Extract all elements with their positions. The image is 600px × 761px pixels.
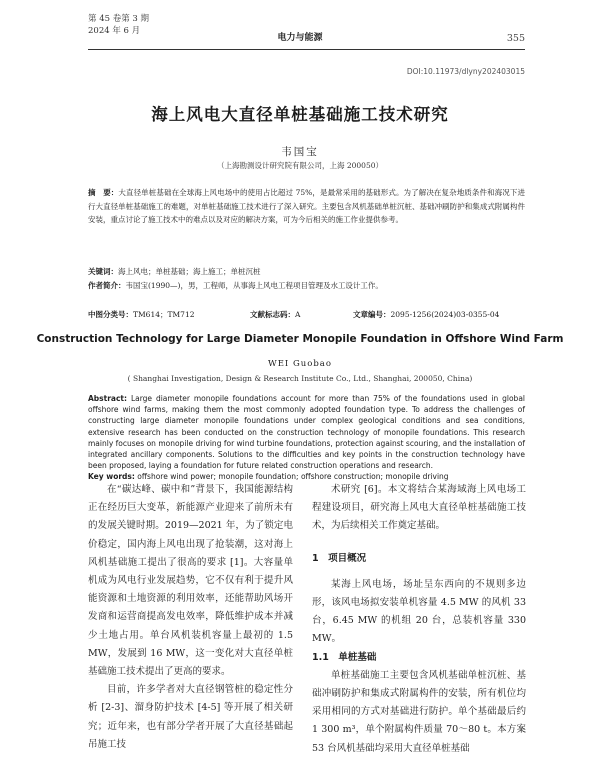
- keywords-cn-text: 海上风电；单桩基础；海上施工；单桩沉桩: [118, 267, 261, 276]
- author-en: WEI Guobao: [267, 359, 332, 369]
- issue-date: 2024 年 6 月: [88, 26, 141, 36]
- article-title-en: Construction Technology for Large Diameter Monopile Foundation in Offshore Wind Farm: [36, 333, 564, 345]
- body-column-left: [88, 481, 293, 754]
- body-paragraph: 目前，许多学者对大直径钢管桩的稳定性分析 [2-3]、溜身防护技术 [4-5] 等开展了相关研究；近年来，也有部分学者开展了大直径基础起吊施工技: [88, 684, 293, 750]
- clc-code: 中图分类号：TM614；TM712: [88, 310, 195, 319]
- abstract-cn: [88, 186, 525, 227]
- body-paragraph: 某海上风电场，场址呈东西向的不规则多边形，该风电场拟安装单机容量 4.5 MW 的风机 33 台，6.45 MW 的机组 20 台，总装机容量 330 MW。: [312, 578, 526, 645]
- abstract-en-label: Abstract:: [88, 394, 128, 403]
- abstract-cn-text: 大直径单桩基础在全球海上风电场中的使用占比超过 75%，是最常采用的基础形式。为了解决在复杂地质条件和海况下进行大直径单桩基础施工的难题，对单桩基础施工技术进行了深入研究。主要包含风机基础单桩沉桩、基础冲刷防护和集成式附属构件安装，重点讨论了施工技术中的难点以及对应的解决方案，可为今后相关的施工作业提供参考。: [88, 188, 525, 224]
- abstract-en: [88, 393, 525, 483]
- volume-issue: 第 45 卷第 3 期: [88, 14, 150, 24]
- affiliation-cn: （上海勘测设计研究院有限公司，上海 200050）: [216, 161, 383, 170]
- author-bio-label: 作者简介：: [88, 281, 126, 290]
- article-number: 文章编号：2095-1256(2024)03-0355-04: [353, 310, 500, 319]
- doi[interactable]: DOI:10.11973/dlyny202403015: [406, 67, 525, 76]
- article-title-cn: 海上风电大直径单桩基础施工技术研究: [151, 105, 449, 124]
- header-divider: [88, 49, 525, 50]
- author-bio: [88, 279, 525, 293]
- body-paragraph: 术研究 [6]。本文将结合某海域海上风电场工程建设项目，研究海上风电大直径单桩基础施工技术，为后续相关工作奠定基础。: [312, 484, 526, 532]
- body-paragraph: 单桩基础施工主要包含风机基础单桩沉桩、基础冲刷防护和集成式附属构件的安装，所有机位均采用相同的方式对基础进行防护。单个基础最后约 1 300 m³，单个附属构件质量 70～80 t。本方案 53 台风机基础均采用大直径单桩基础: [312, 669, 526, 754]
- section-heading-1: 1 项目概况: [312, 552, 367, 564]
- keywords-cn-label: 关键词：: [88, 267, 118, 276]
- abstract-en-text: Large diameter monopile foundations account for more than 75% of the foundations used in global offshore wind farms, making them the most commonly adopted foundation type. To address the challenges of constructing large diameter monopile foundations under complex geological conditions and sea conditions, extensive research has been conducted on the construction technology of monopile foundations. This research mainly focuses on monopile driving for wind turbine foundations, protection against scouring, and the installation of integrated ancillary components. Solutions to the difficulties and key points in the construction technology have been proposed, laying a foundation for future related construction operations and research.: [88, 394, 525, 471]
- affiliation-en: ( Shanghai Investigation, Design & Research Institute Co., Ltd., Shanghai, 200050, China): [127, 374, 473, 383]
- page-number: 355: [506, 33, 525, 44]
- author-cn: 韦国宝: [281, 146, 319, 158]
- author-bio-text: 韦国宝(1990—)，男，工程师，从事海上风电工程项目管理及水工设计工作。: [125, 281, 383, 290]
- document-code: 文献标志码：A: [250, 310, 301, 319]
- keywords-en-label: Key words:: [88, 472, 135, 482]
- body-column-right: [312, 481, 526, 758]
- keywords-cn: [88, 265, 525, 279]
- section-heading-1-1: 1.1 单桩基础: [312, 651, 377, 663]
- abstract-cn-label: 摘 要：: [88, 188, 119, 197]
- body-paragraph: 在“碳达峰、碳中和”背景下，我国能源结构正在经历巨大变革，新能源产业迎来了前所未有的发展关键时期。2019—2021 年，为了锁定电价稳定，国内海上风电出现了抢装潮，这对海上风机基础施工提出了很高的要求 [1]。大容量单机成为风电行业发展趋势，它不仅有利于提升风能资源和土地资源的利用效率，还能帮助风场开发商和运营商提高发电效率，降低维护成本并减少土地占用。单台风机装机容量上最初的 1.5 MW，发展到 16 MW，这一变化对大直径单桩基础施工技术提出了更高的要求。: [88, 484, 293, 678]
- journal-name: 电力与能源: [277, 33, 323, 43]
- keywords-en-text: offshore wind power; monopile foundation; offshore construction; monopile driving: [137, 472, 449, 482]
